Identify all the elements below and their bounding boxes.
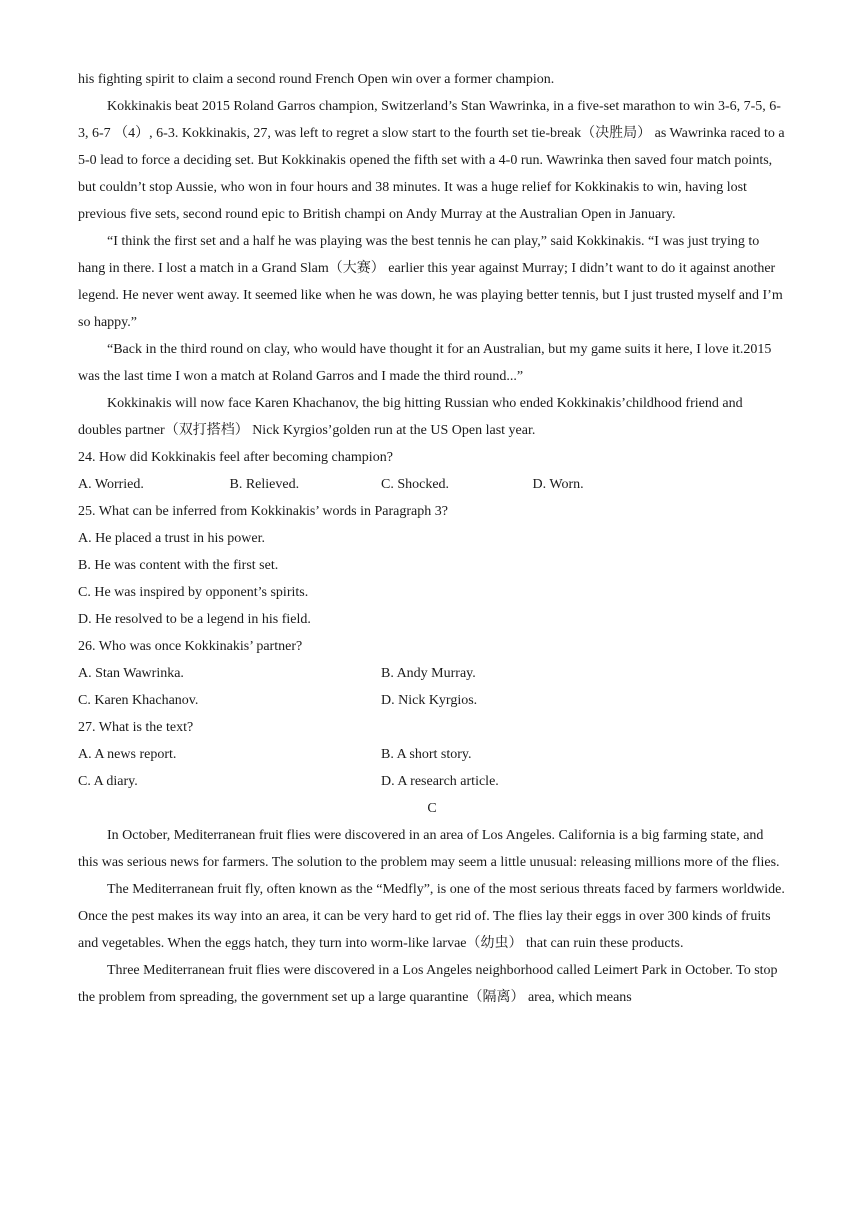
question-24-options — [78, 471, 786, 498]
passage-b-paragraph-3: “Back in the third round on clay, who would have thought it for an Australian, but my game suits it here, I love it.2015 was the last time I won a match at Roland Garros and I made the third round...” — [78, 342, 772, 384]
section-heading-c: C — [427, 801, 437, 816]
passage-b-paragraph-0: his fighting spirit to claim a second round French Open win over a former champion. — [78, 72, 555, 87]
option-d: D. Worn. — [532, 477, 584, 492]
question-26-options-row-2 — [78, 687, 786, 714]
option-b: B. Relieved. — [229, 477, 300, 492]
question-25: 25. What can be inferred from Kokkinakis’ words in Paragraph 3? — [78, 504, 448, 519]
option-c: C. A diary. — [78, 774, 138, 789]
option-c: C. He was inspired by opponent’s spirits. — [78, 585, 309, 600]
document-page — [78, 66, 786, 1011]
passage-c-paragraph-1: In October, Mediterranean fruit flies were discovered in an area of Los Angeles. California is a big farming state, and this was serious news for farmers. The solution to the problem may seem a little unusual: releasing millions more of the flies. — [78, 828, 780, 870]
passage-b-paragraph-4: Kokkinakis will now face Karen Khachanov, the big hitting Russian who ended Kokkinakis’childhood friend and doubles partner（双打搭档） Nick Kyrgios’golden run at the US Open last year. — [78, 396, 743, 438]
option-b: B. A short story. — [381, 747, 472, 762]
passage-c-paragraph-3: Three Mediterranean fruit flies were discovered in a Los Angeles neighborhood called Leimert Park in October. To stop the problem from spreading, the government set up a large quarantine（隔离） area, which means — [78, 963, 778, 1005]
option-c: C. Shocked. — [381, 477, 450, 492]
option-a: A. He placed a trust in his power. — [78, 531, 266, 546]
question-26: 26. Who was once Kokkinakis’ partner? — [78, 639, 303, 654]
question-27: 27. What is the text? — [78, 720, 194, 735]
question-24: 24. How did Kokkinakis feel after becoming champion? — [78, 450, 393, 465]
option-a: A. A news report. — [78, 747, 177, 762]
option-a: A. Worried. — [78, 477, 144, 492]
option-d: D. A research article. — [381, 774, 499, 789]
option-d: D. He resolved to be a legend in his field. — [78, 612, 311, 627]
option-d: D. Nick Kyrgios. — [381, 693, 478, 708]
option-b: B. He was content with the first set. — [78, 558, 279, 573]
question-27-options-row-1 — [78, 741, 786, 768]
passage-c-paragraph-2: The Mediterranean fruit fly, often known as the “Medfly”, is one of the most serious threats faced by farmers worldwide. Once the pest makes its way into an area, it can be very hard to get rid of. The flies lay their eggs in over 300 kinds of fruits and vegetables. When the eggs hatch, they turn into worm-like larvae（幼虫） that can ruin these products. — [78, 882, 785, 951]
passage-b-paragraph-1: Kokkinakis beat 2015 Roland Garros champion, Switzerland’s Stan Wawrinka, in a five-set marathon to win 3-6, 7-5, 6-3, 6-7 （4）, 6-3. Kokkinakis, 27, was left to regret a slow start to the fourth set tie-break（决胜局） as Wawrinka raced to a 5-0 lead to force a deciding set. But Kokkinakis opened the fifth set with a 4-0 run. Wawrinka then saved four match points, but couldn’t stop Aussie, who won in four hours and 38 minutes. It was a huge relief for Kokkinakis to win, having lost previous five sets, second round epic to British champi on Andy Murray at the Australian Open in January. — [78, 99, 785, 222]
option-a: A. Stan Wawrinka. — [78, 666, 184, 681]
option-c: C. Karen Khachanov. — [78, 693, 199, 708]
passage-b-paragraph-2: “I think the first set and a half he was playing was the best tennis he can play,” said Kokkinakis. “I was just trying to hang in there. I lost a match in a Grand Slam（大赛） earlier this year against Murray; I didn’t want to do it against another legend. He never went away. It seemed like when he was down, he was playing better tennis, but I just trusted myself and I’m so happy.” — [78, 234, 783, 330]
option-b: B. Andy Murray. — [381, 666, 476, 681]
question-27-options-row-2 — [78, 768, 786, 795]
question-26-options-row-1 — [78, 660, 786, 687]
